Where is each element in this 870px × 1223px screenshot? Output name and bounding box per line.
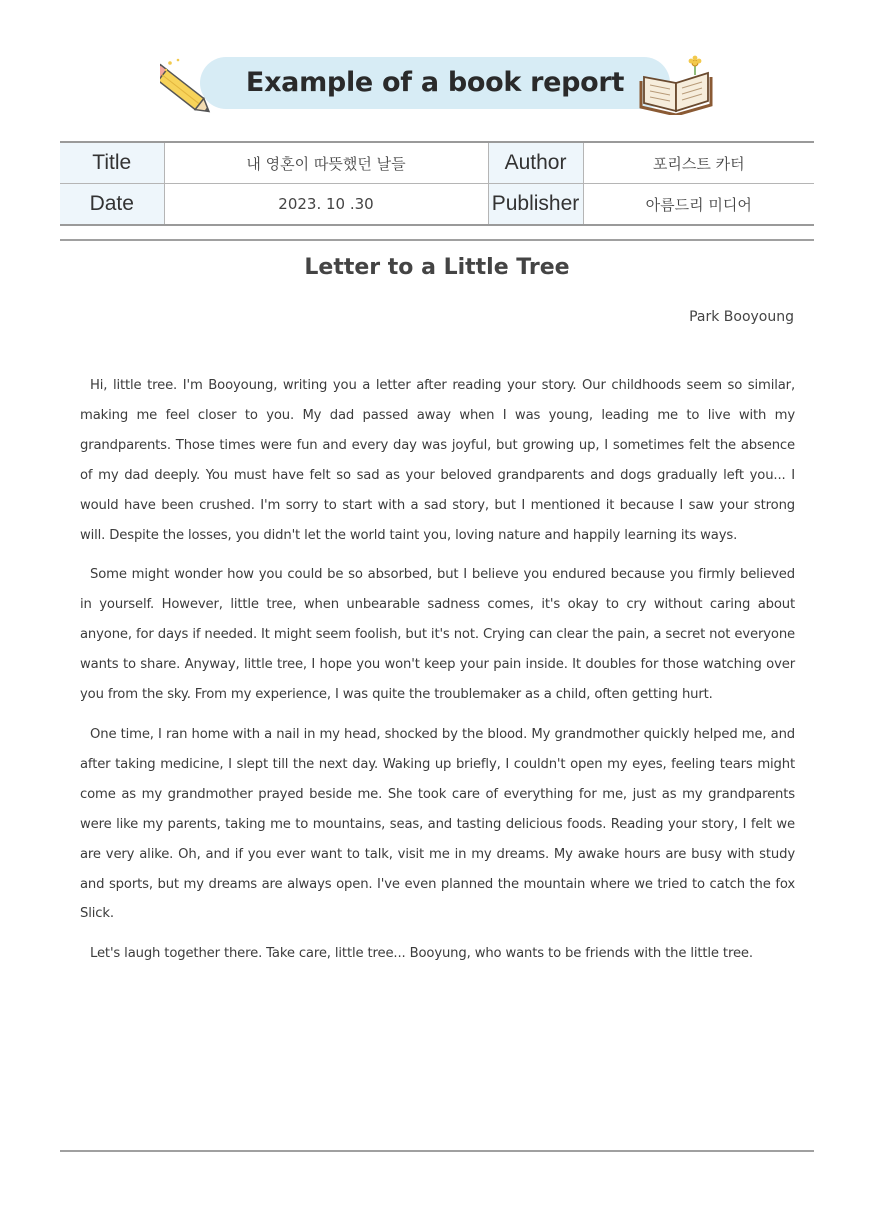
publisher-value: 아름드리 미디어 — [583, 184, 814, 226]
paragraph: One time, I ran home with a nail in my head, shocked by the blood. My grandmother quickly helped me, and after taking medicine, I slept till the next day. Waking up briefly, I couldn't open my eyes, feeling tears might come as my grandmother prayed beside me. She took care of everything for me, just as my grandparents were like my parents, taking me to mountains, seas, and tasting delicious foods. Reading your story, I felt we are very alike. Oh, and if you ever want to talk, visit me in my dreams. My awake hours are busy with study and sports, but my dreams are always open. I've even planned the mountain where we tried to catch the fox Slick. — [80, 726, 795, 922]
report-body — [80, 371, 795, 979]
paragraph: Let's laugh together there. Take care, little tree... Booyung, who wants to be friends with the little tree. — [90, 946, 753, 962]
report-author: Park Booyoung — [689, 309, 794, 325]
page-banner-title: Example of a book report — [245, 67, 625, 98]
title-value: 내 영혼이 따뜻했던 날들 — [164, 142, 488, 184]
divider — [60, 1150, 814, 1152]
date-value: 2023. 10 .30 — [164, 184, 488, 226]
publisher-label: Publisher — [488, 184, 583, 226]
divider — [60, 239, 814, 241]
table-row — [60, 142, 814, 184]
paragraph: Some might wonder how you could be so absorbed, but I believe you endured because you firmly believed in yourself. However, little tree, when unbearable sadness comes, it's okay to cry without caring about anyone, for days if needed. It might seem foolish, but it's not. Crying can clear the pain, a secret not everyone wants to share. Anyway, little tree, I hope you won't keep your pain inside. It doubles for those watching over you from the sky. From my experience, I was quite the troublemaker as a child, often getting hurt. — [80, 567, 795, 703]
author-label: Author — [488, 142, 583, 184]
table-row — [60, 184, 814, 226]
report-title: Letter to a Little Tree — [304, 255, 570, 280]
open-book-icon — [638, 55, 716, 115]
date-label: Date — [60, 184, 164, 226]
title-label: Title — [60, 142, 164, 184]
book-info-table — [60, 141, 814, 226]
paragraph: Hi, little tree. I'm Booyoung, writing you a letter after reading your story. Our childhoods seem so similar, making me feel closer to you. My dad passed away when I was young, leading me to live with my grandparents. Those times were fun and every day was joyful, but growing up, I sometimes felt the absence of my dad deeply. You must have felt so sad as your beloved grandparents and dogs gradually left you... I would have been crushed. I'm sorry to start with a sad story, but I mentioned it because I saw your strong will. Despite the losses, you didn't let the world taint you, loving nature and happily learning its ways. — [80, 378, 795, 543]
author-value: 포리스트 카터 — [583, 142, 814, 184]
